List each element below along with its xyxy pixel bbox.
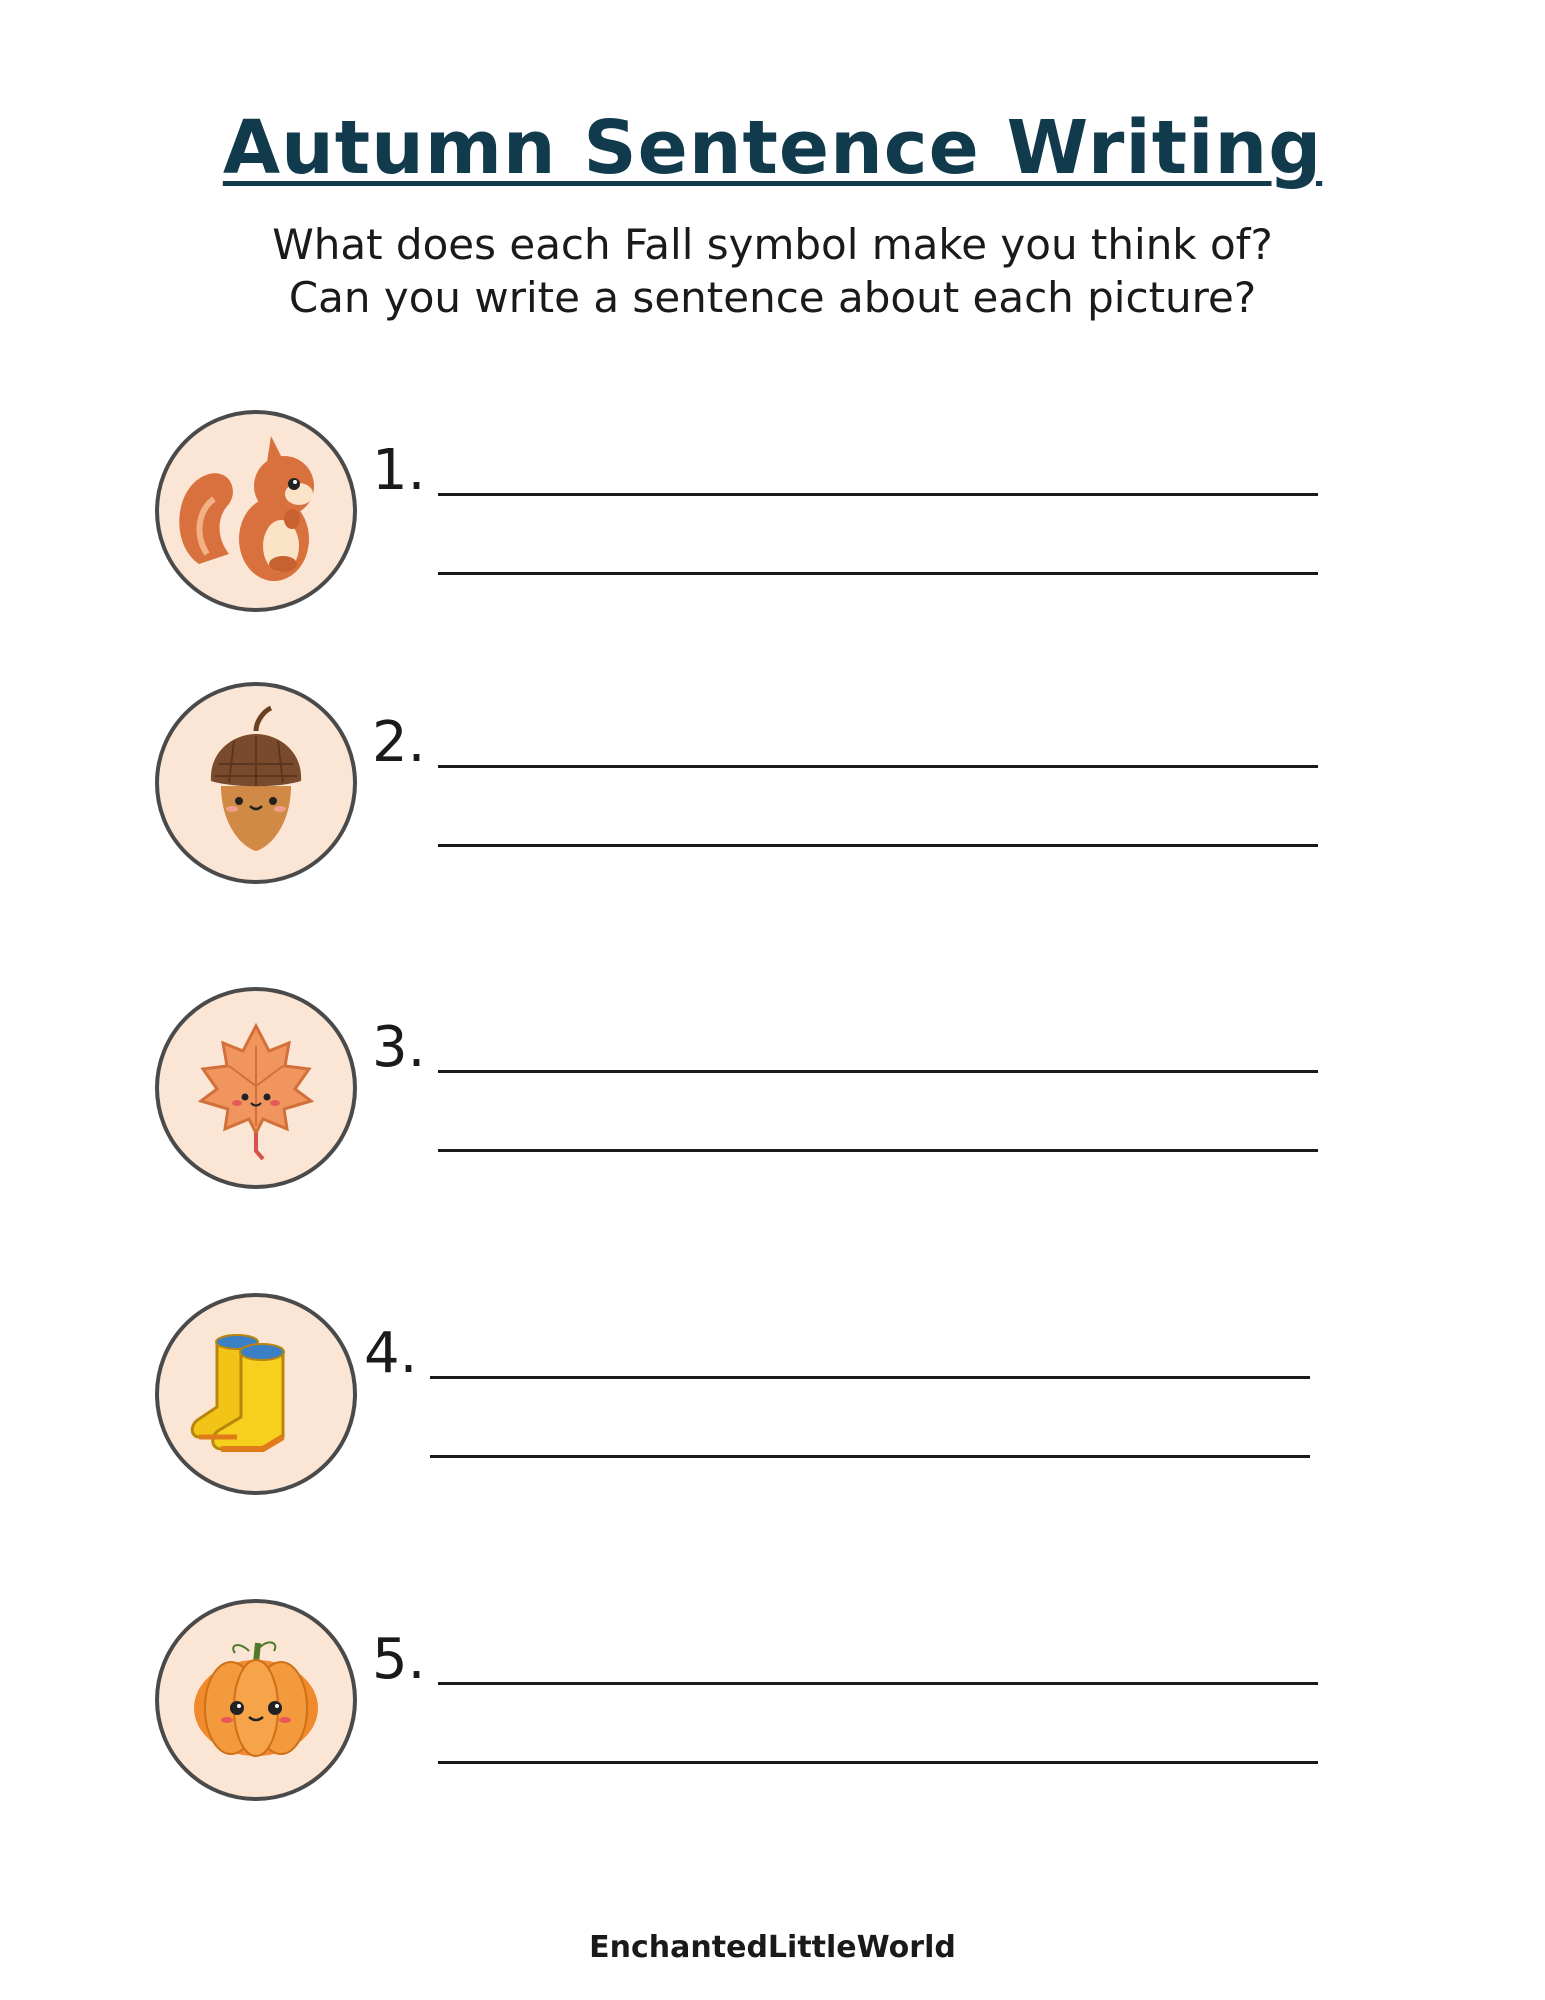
writing-line[interactable] — [438, 1070, 1318, 1073]
acorn-icon — [159, 686, 353, 880]
page-title: Autumn Sentence Writing — [222, 105, 1323, 191]
writing-line[interactable] — [438, 1149, 1318, 1152]
instructions-line-2: Can you write a sentence about each picture? — [288, 273, 1257, 322]
writing-item-3 — [0, 987, 1545, 1197]
picture-circle — [155, 1599, 357, 1801]
item-number: 4. — [364, 1321, 418, 1386]
writing-line[interactable] — [438, 572, 1318, 575]
maple-leaf-icon — [159, 991, 353, 1185]
writing-item-5 — [0, 1599, 1545, 1809]
writing-line[interactable] — [430, 1455, 1310, 1458]
writing-item-4 — [0, 1293, 1545, 1503]
item-number: 5. — [372, 1627, 426, 1692]
writing-line[interactable] — [438, 765, 1318, 768]
picture-circle — [155, 682, 357, 884]
item-number: 3. — [372, 1015, 426, 1080]
picture-circle — [155, 1293, 357, 1495]
instructions-line-1: What does each Fall symbol make you think of? — [272, 220, 1273, 269]
item-number: 1. — [372, 438, 426, 503]
pumpkin-icon — [159, 1603, 353, 1797]
writing-line[interactable] — [438, 1761, 1318, 1764]
writing-line[interactable] — [430, 1376, 1310, 1379]
picture-circle — [155, 410, 357, 612]
writing-line[interactable] — [438, 844, 1318, 847]
brand-footer: EnchantedLittleWorld — [589, 1930, 956, 1965]
writing-item-1 — [0, 410, 1545, 620]
writing-item-2 — [0, 682, 1545, 892]
squirrel-icon — [159, 414, 353, 608]
item-number: 2. — [372, 710, 426, 775]
writing-line[interactable] — [438, 1682, 1318, 1685]
picture-circle — [155, 987, 357, 1189]
writing-line[interactable] — [438, 493, 1318, 496]
rain-boots-icon — [159, 1297, 353, 1491]
